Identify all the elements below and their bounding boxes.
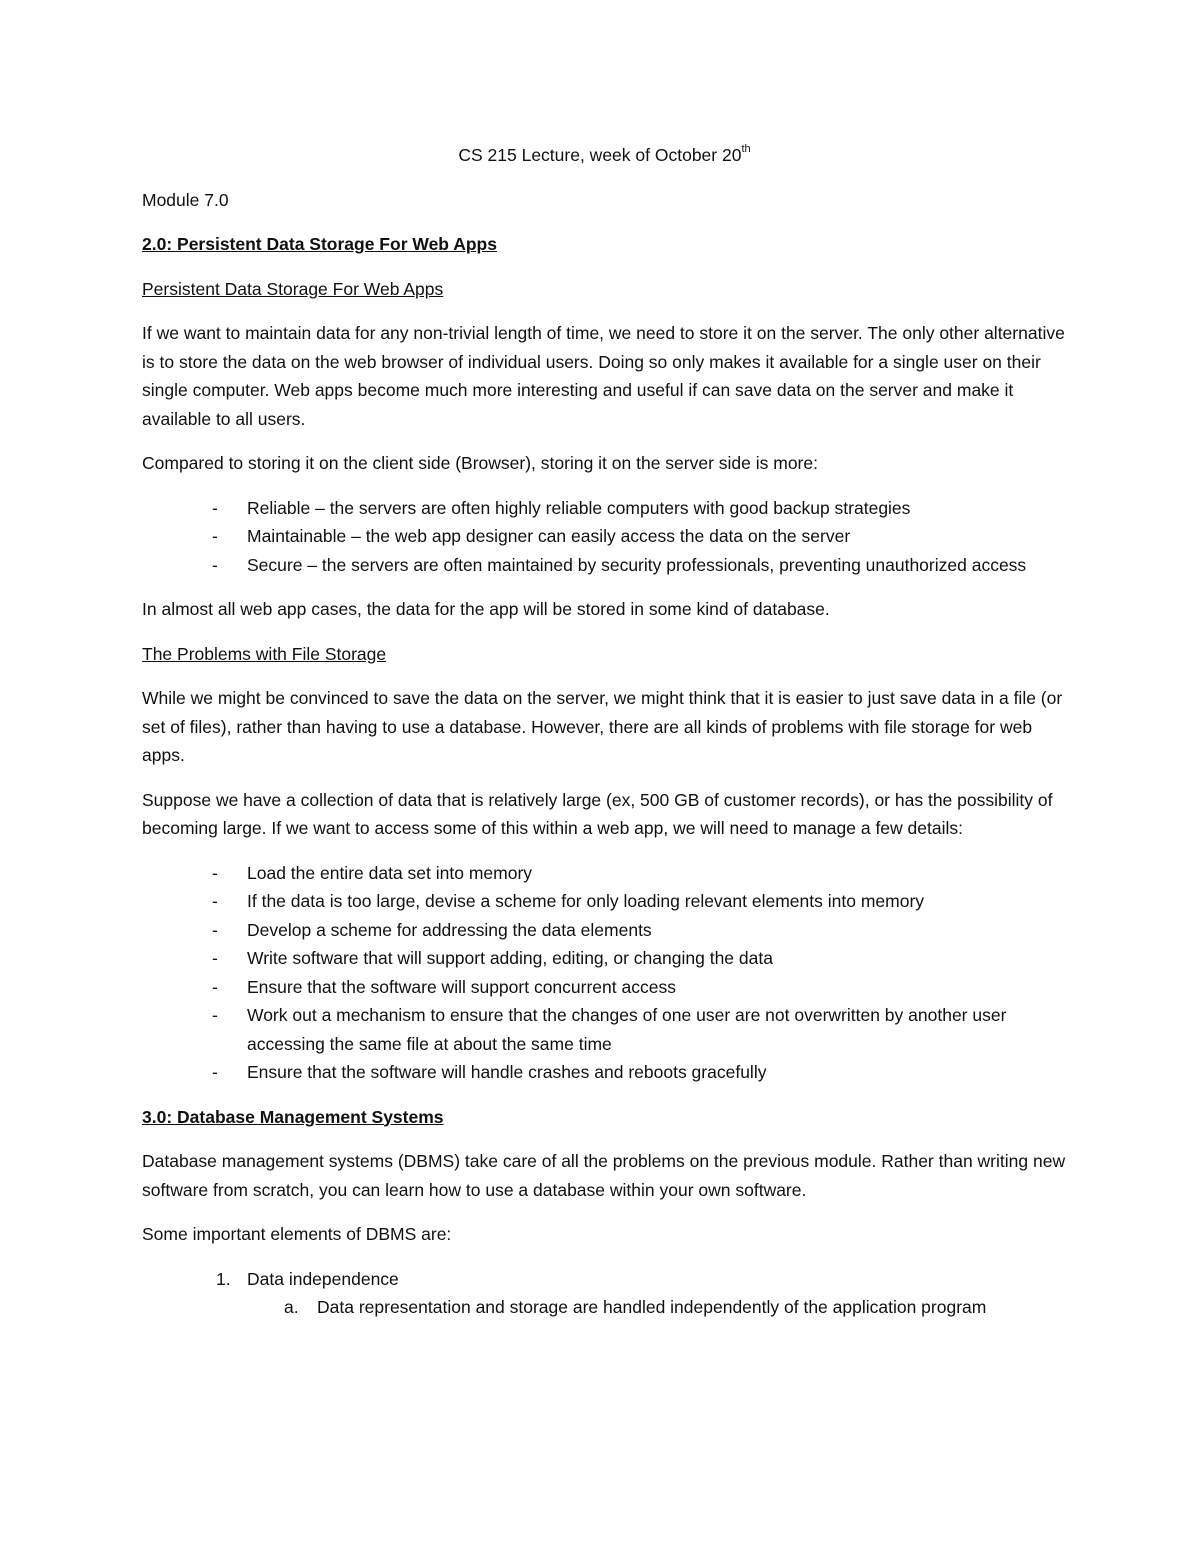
section-2-heading bbox=[142, 230, 1067, 259]
dash-bullet: - bbox=[212, 1062, 218, 1082]
list-item-text: Work out a mechanism to ensure that the changes of one user are not overwritten by another user accessing the same file at about the same time bbox=[247, 1005, 1007, 1054]
list-item bbox=[142, 1265, 1067, 1322]
list-item-text: Maintainable – the web app designer can easily access the data on the server bbox=[247, 526, 851, 546]
list-item-text: Load the entire data set into memory bbox=[247, 862, 533, 883]
list-item bbox=[142, 887, 1067, 916]
list-item-text: Ensure that the software will handle crashes and reboots gracefully bbox=[247, 1062, 767, 1082]
dash-bullet: - bbox=[212, 919, 218, 940]
list-item bbox=[142, 551, 1067, 580]
dash-bullet: - bbox=[212, 891, 218, 911]
list-item-text: Develop a scheme for addressing the data elements bbox=[247, 919, 652, 940]
list-item-text: Ensure that the software will support concurrent access bbox=[247, 976, 676, 997]
section-2-paragraph-1: If we want to maintain data for any non-trivial length of time, we need to store it on the server. The only other alternative is to store the data on the web browser of individual users. Doing so only makes it available for a single user on their single computer. Web apps become much more interesting and useful if can save data on the server and make it available to all users. bbox=[142, 323, 1065, 429]
dbms-elements-list bbox=[142, 1265, 1067, 1322]
sub-list-item-text: Data representation and storage are handled independently of the application program bbox=[317, 1297, 987, 1317]
list-item bbox=[142, 522, 1067, 551]
list-number: 1. bbox=[216, 1268, 231, 1289]
sub-list bbox=[247, 1293, 1067, 1322]
list-item bbox=[142, 494, 1067, 523]
dash-bullet: - bbox=[212, 1005, 218, 1025]
section-3-paragraph-2: Some important elements of DBMS are: bbox=[142, 1224, 452, 1244]
sub-list-item bbox=[247, 1293, 1067, 1322]
list-item-text: Reliable – the servers are often highly reliable computers with good backup strategies bbox=[247, 497, 911, 518]
list-item-text: Secure – the servers are often maintained by security professionals, preventing unauthorized access bbox=[247, 554, 1027, 575]
document-title-text: CS 215 Lecture, week of October 20 bbox=[458, 145, 742, 165]
list-item bbox=[142, 859, 1067, 888]
dash-bullet: - bbox=[212, 976, 218, 997]
dash-bullet: - bbox=[212, 554, 218, 575]
section-2-subheading bbox=[142, 275, 1067, 304]
dash-bullet: - bbox=[212, 526, 218, 546]
document-title bbox=[142, 141, 1067, 170]
list-item bbox=[142, 1058, 1067, 1087]
section-2-paragraph-3: In almost all web app cases, the data for the app will be stored in some kind of database. bbox=[142, 599, 830, 619]
section-2-paragraph-2: Compared to storing it on the client side (Browser), storing it on the server side is more: bbox=[142, 453, 818, 473]
sub-list-letter: a. bbox=[284, 1297, 299, 1317]
document-body bbox=[142, 141, 1067, 1322]
section-3-heading-text: 3.0: Database Management Systems bbox=[142, 1106, 444, 1127]
dash-bullet: - bbox=[212, 862, 218, 883]
list-item bbox=[142, 944, 1067, 973]
list-item-text: Data independence bbox=[247, 1268, 399, 1289]
dash-bullet: - bbox=[212, 948, 218, 968]
module-label: Module 7.0 bbox=[142, 189, 229, 210]
document-title-superscript: th bbox=[741, 143, 751, 156]
section-2-paragraph-5: Suppose we have a collection of data that is relatively large (ex, 500 GB of customer records), or has the possibility of becoming large. If we want to access some of this within a web app, we will need to manage a few details: bbox=[142, 789, 1053, 838]
list-item-text: If the data is too large, devise a scheme for only loading relevant elements into memory bbox=[247, 891, 925, 911]
list-item bbox=[142, 973, 1067, 1002]
list-item bbox=[142, 916, 1067, 945]
dash-bullet: - bbox=[212, 497, 218, 518]
section-2-heading-text: 2.0: Persistent Data Storage For Web Apps bbox=[142, 234, 497, 254]
benefits-list bbox=[142, 494, 1067, 580]
section-3-paragraph-1: Database management systems (DBMS) take care of all the problems on the previous module. Rather than writing new software from scratch, you can learn how to use a database within your own software. bbox=[142, 1151, 1066, 1200]
list-item bbox=[142, 1001, 1067, 1058]
section-2-subheading-text: Persistent Data Storage For Web Apps bbox=[142, 278, 444, 299]
section-2-paragraph-4: While we might be convinced to save the data on the server, we might think that it is easier to just save data in a file (or set of files), rather than having to use a database. However, there are all kinds of problems with file storage for web apps. bbox=[142, 688, 1063, 765]
list-item-text: Write software that will support adding, editing, or changing the data bbox=[247, 948, 773, 968]
section-2-subheading-2 bbox=[142, 640, 1067, 669]
section-2-subheading-2-text: The Problems with File Storage bbox=[142, 643, 387, 664]
details-list bbox=[142, 859, 1067, 1087]
section-3-heading bbox=[142, 1103, 1067, 1132]
